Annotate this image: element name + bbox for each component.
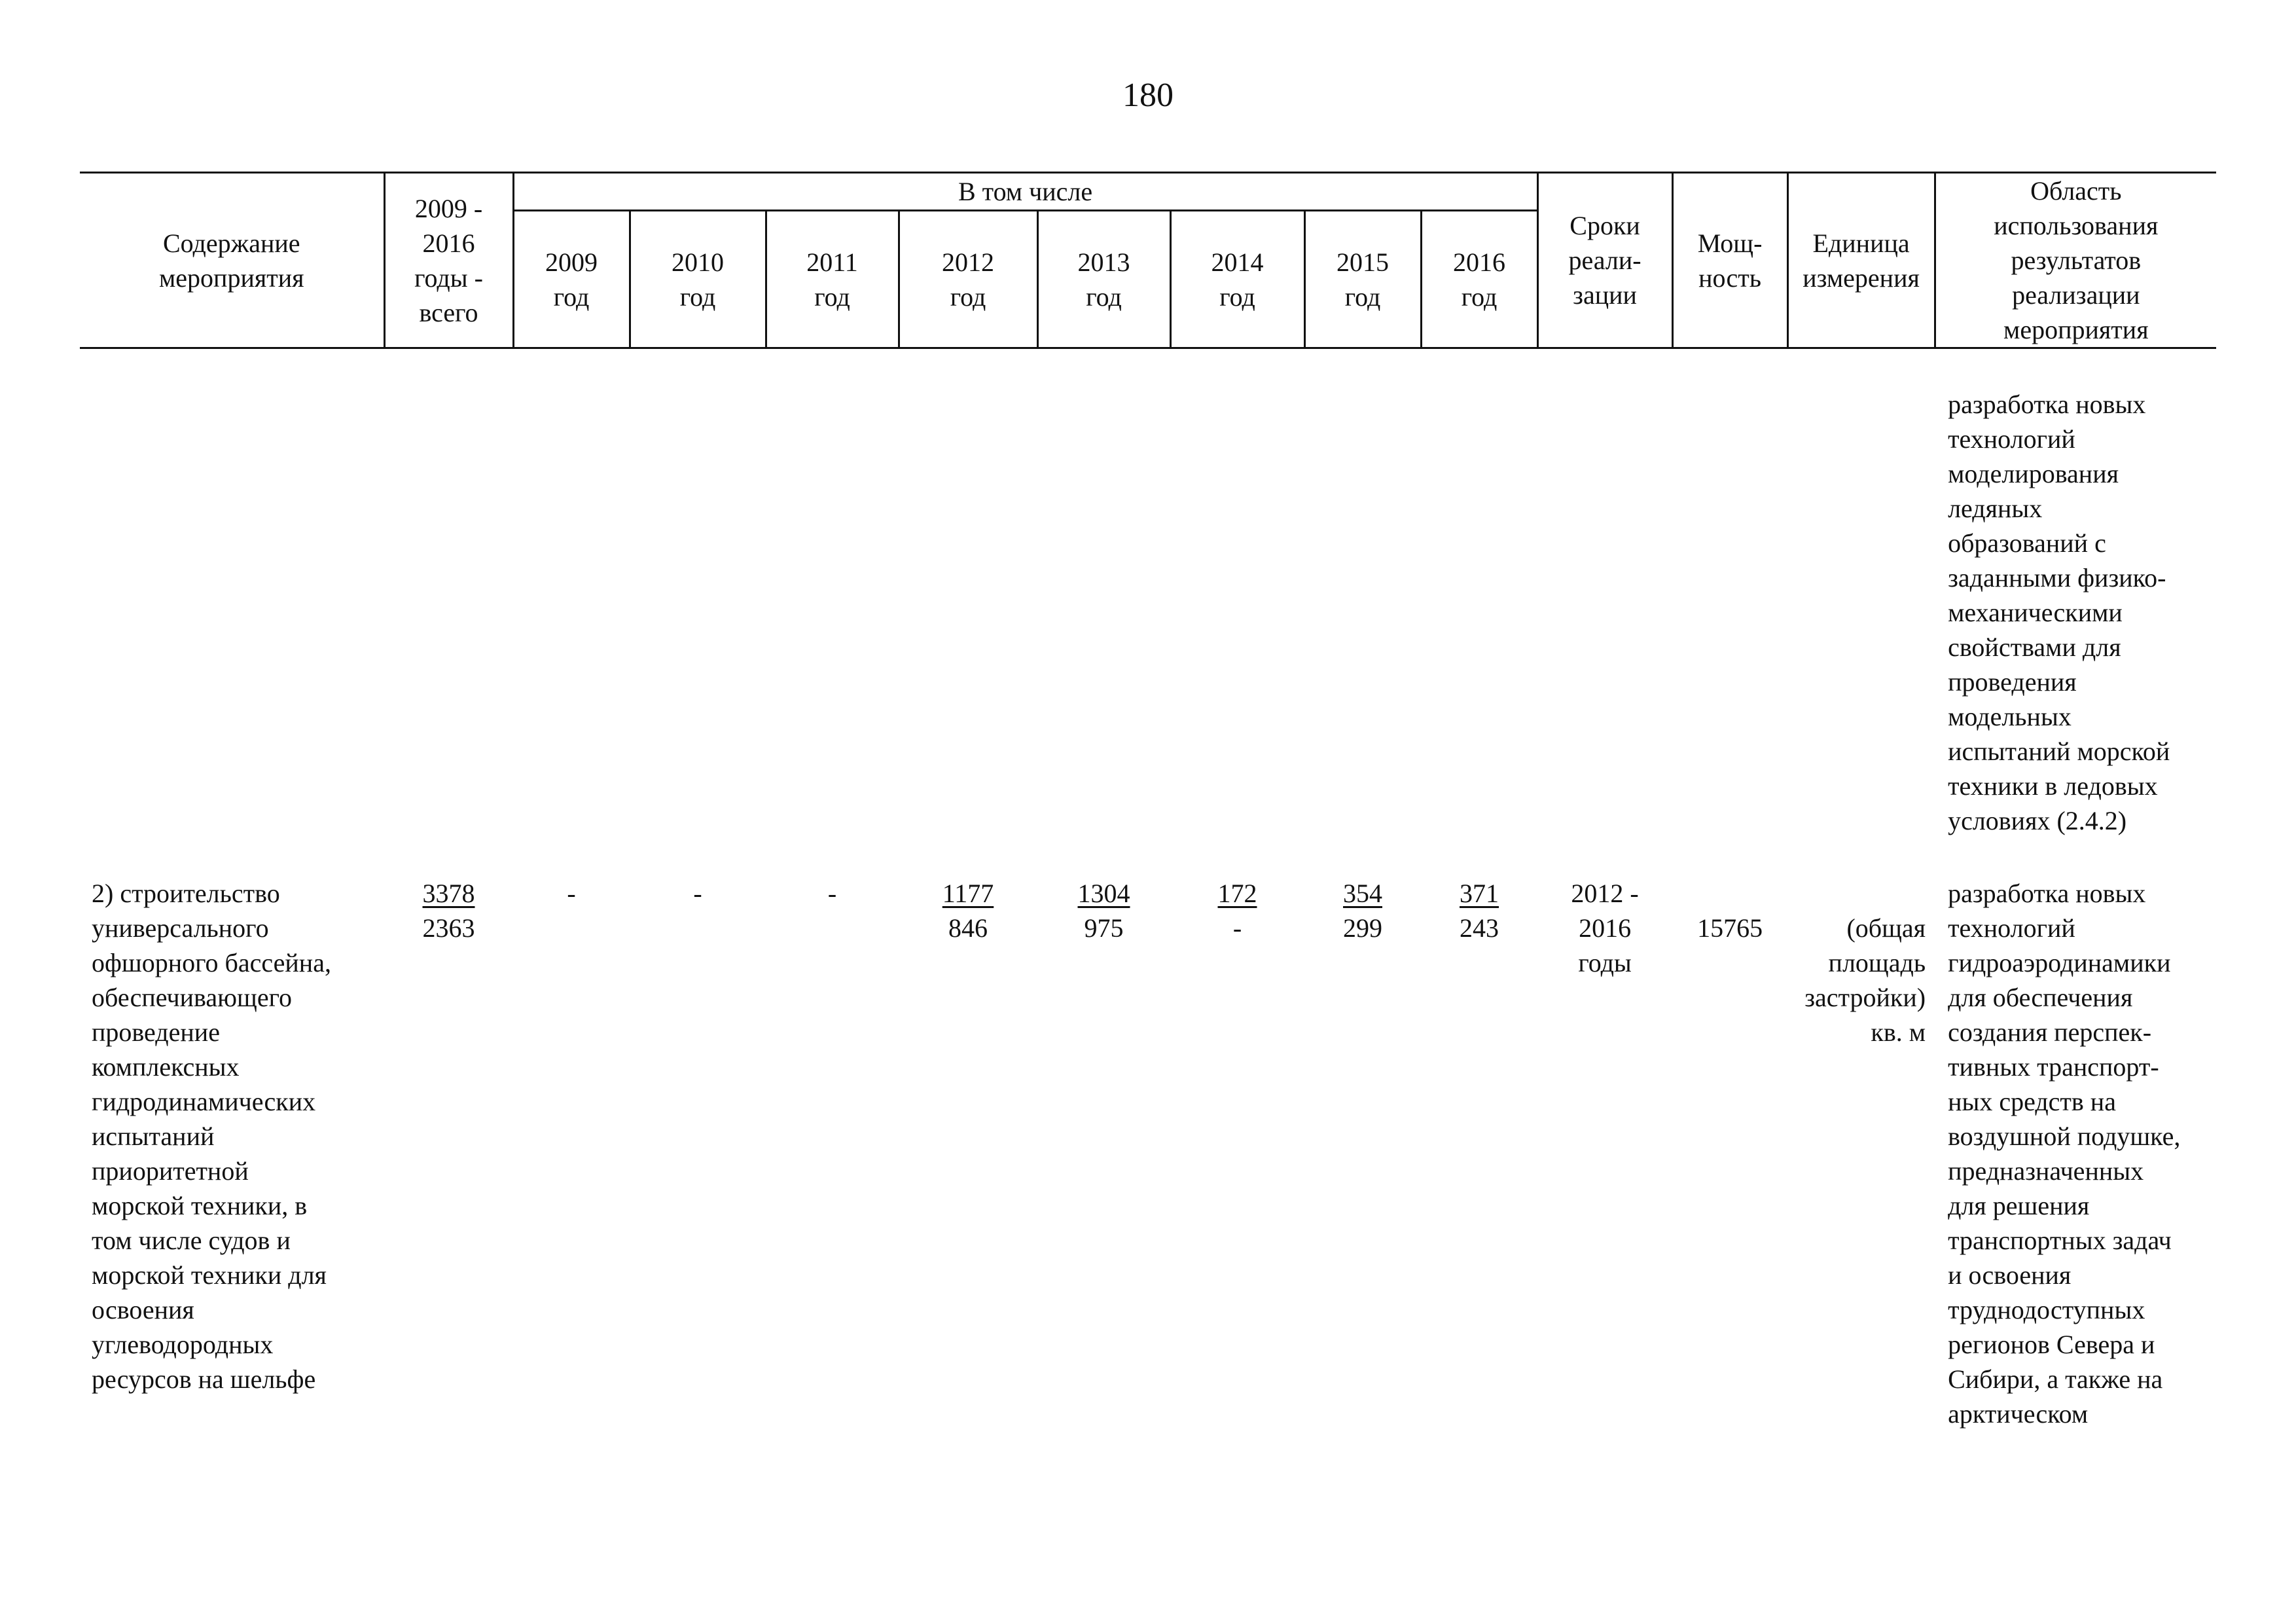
header-year-2011: 2011 год: [766, 211, 899, 348]
row-year-2011: [766, 876, 899, 1431]
row-year-2016-bottom: 243: [1460, 913, 1499, 943]
row-year-2010: [630, 876, 766, 1431]
table-header: [80, 173, 2216, 348]
row-period: 2012 - 2016 годы: [1571, 879, 1639, 977]
header-year-2016: 2016 год: [1421, 211, 1537, 348]
row-year-2011-top: -: [827, 879, 837, 908]
row-total-top: 3378: [422, 879, 475, 908]
table-row: [80, 876, 2216, 1431]
row-year-2014: [1170, 876, 1304, 1431]
row-year-2010-top: -: [693, 879, 702, 908]
row-year-2016: [1421, 876, 1537, 1431]
row-unit: (общая площадь застройки) кв. м: [1804, 913, 1926, 1047]
spacer-row: [80, 348, 2216, 388]
row-year-2013-bottom: 975: [1084, 913, 1124, 943]
row-total-bottom: 2363: [422, 913, 475, 943]
row-year-2014-top: 172: [1217, 879, 1257, 908]
row-content: 2) строительство универсального офшорного бассейна, обеспечивающего проведение комплексных гидродинамических испытаний приоритетной морской техники, в том числе судов и морской техники для освоения углеводородных ресурсов на шельфе: [92, 879, 331, 1394]
row-year-2015-top: 354: [1343, 879, 1382, 908]
continuation-row: [80, 387, 2216, 838]
row-capacity: 15765: [1697, 913, 1763, 943]
continuation-area: разработка новых технологий моделирования ледяных образований с заданными физико- механическими свойствами для проведения модельных испытаний морской техники в ледовых условиях (2.4.2): [1948, 390, 2170, 835]
header-capacity: Мощ- ность: [1672, 173, 1787, 348]
row-year-2013: [1037, 876, 1170, 1431]
header-total: 2009 - 2016 годы - всего: [384, 173, 513, 348]
row-year-2009: [513, 876, 630, 1431]
row-year-2012-top: 1177: [942, 879, 994, 908]
row-year-2015: [1304, 876, 1421, 1431]
row-year-2014-bottom: -: [1232, 913, 1242, 943]
header-year-2009: 2009 год: [513, 211, 630, 348]
measures-table: [80, 172, 2216, 1431]
header-year-2013: 2013 год: [1037, 211, 1170, 348]
page-number: 180: [1122, 77, 1174, 114]
header-period: Сроки реали- зации: [1537, 173, 1672, 348]
header-unit: Единица измерения: [1787, 173, 1935, 348]
row-total: [384, 876, 513, 1431]
header-year-2015: 2015 год: [1304, 211, 1421, 348]
row-year-2013-top: 1304: [1077, 879, 1130, 908]
header-area: Область использования результатов реализации мероприятия: [1935, 173, 2216, 348]
header-year-2012: 2012 год: [899, 211, 1037, 348]
row-year-2009-top: -: [567, 879, 576, 908]
row-year-2012-bottom: 846: [948, 913, 988, 943]
header-group-including: В том числе: [513, 173, 1537, 211]
row-area: разработка новых технологий гидроаэродинамики для обеспечения создания перспек- тивных транспорт- ных средств на воздушной подушке, предназначенных для решения транспортных задач и освоения труднодоступных регионов Севера и Сибири, а также на арктическом: [1948, 879, 2181, 1429]
row-year-2015-bottom: 299: [1343, 913, 1382, 943]
row-year-2012: [899, 876, 1037, 1431]
header-year-2010: 2010 год: [630, 211, 766, 348]
header-year-2014: 2014 год: [1170, 211, 1304, 348]
header-content: Содержание мероприятия: [80, 173, 384, 348]
spacer-row: [80, 838, 2216, 876]
row-year-2016-top: 371: [1460, 879, 1499, 908]
